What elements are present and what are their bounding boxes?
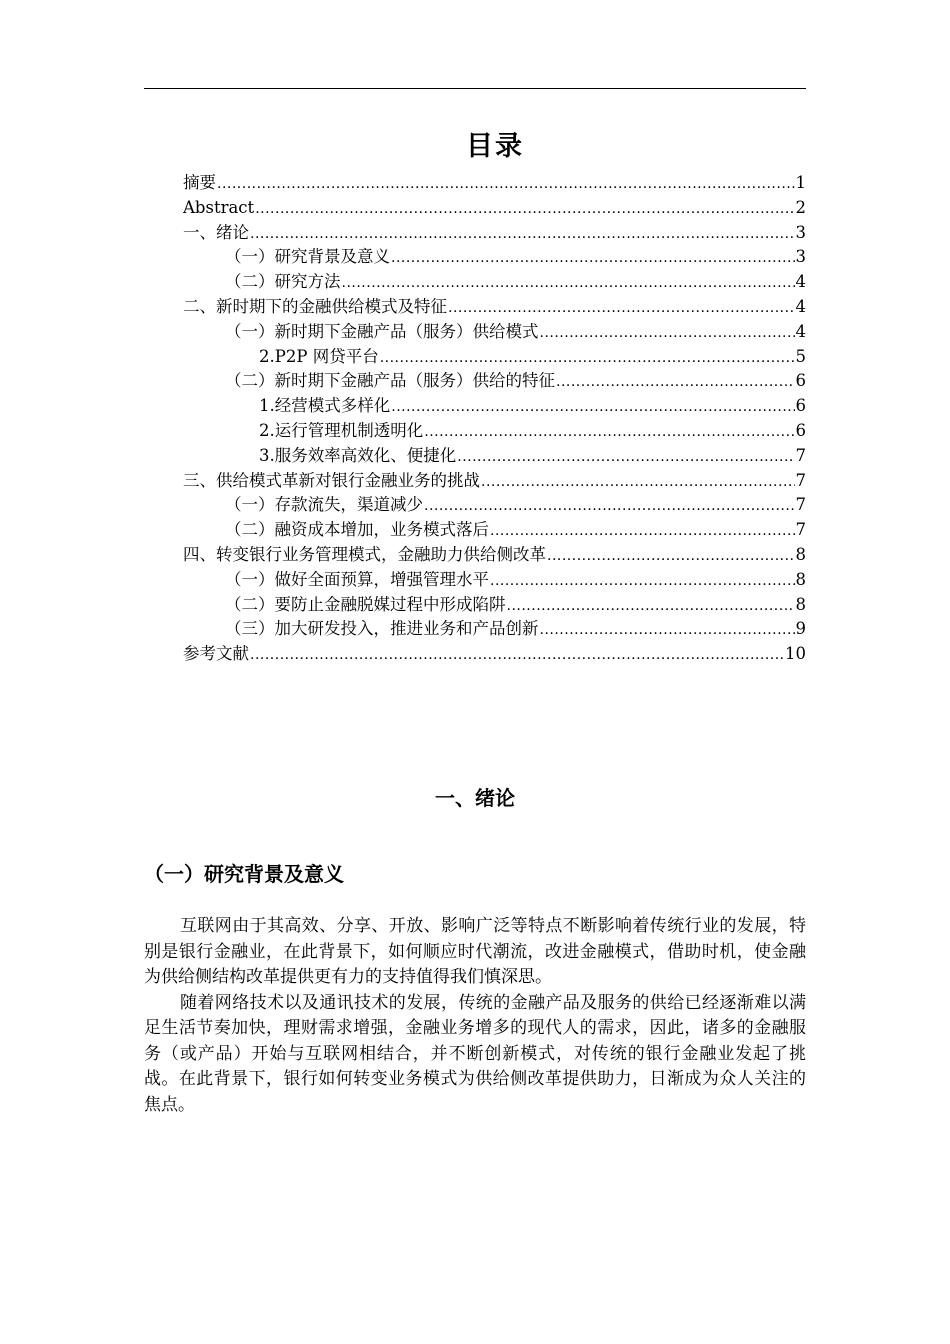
body-paragraph: 随着网络技术以及通讯技术的发展，传统的金融产品及服务的供给已经逐渐难以满足生活节奏加快，理财需求增强，金融业务增多的现代人的需求，因此，诸多的金融服务（或产品）开始与互联网相结合，并不断创新模式，对传统的银行金融业发起了挑战。在此背景下，银行如何转变业务模式为供给侧改革提供助力，日渐成为众人关注的焦点。 <box>144 992 806 1115</box>
toc-entry-page: 6 <box>795 371 806 391</box>
toc-entry[interactable] <box>183 295 806 320</box>
toc-entry-text: 2.P2P 网贷平台 <box>259 346 379 366</box>
toc-leader-dots <box>250 643 784 667</box>
table-of-contents <box>183 171 806 667</box>
chapter-body <box>144 914 806 1118</box>
toc-entry-text: 一、绪论 <box>183 222 249 242</box>
toc-leader-dots <box>391 395 794 419</box>
toc-title: 目录 <box>466 131 524 162</box>
toc-leader-dots <box>490 569 795 593</box>
toc-entry-text: 三、供给模式革新对银行金融业务的挑战 <box>183 470 480 490</box>
toc-entry-text: Abstract <box>183 197 255 217</box>
header-rule <box>144 88 806 89</box>
toc-entry-text: （二）要防止金融脱媒过程中形成陷阱 <box>225 594 506 614</box>
toc-entry[interactable] <box>183 345 806 370</box>
toc-entry-text: （三）加大研发投入，推进业务和产品创新 <box>225 619 539 639</box>
toc-entry[interactable] <box>183 543 806 568</box>
toc-entry[interactable] <box>183 444 806 469</box>
toc-entry-page: 7 <box>795 495 806 515</box>
toc-entry[interactable] <box>183 320 806 345</box>
toc-leader-dots <box>424 420 794 444</box>
toc-leader-dots <box>342 271 795 295</box>
toc-entry-text: （二）融资成本增加，业务模式落后 <box>225 520 489 540</box>
toc-entry-page: 3 <box>795 247 806 267</box>
toc-leader-dots <box>547 544 795 568</box>
toc-leader-dots <box>556 370 795 394</box>
toc-entry[interactable] <box>183 270 806 295</box>
toc-entry-text: （一）做好全面预算，增强管理水平 <box>225 569 489 589</box>
toc-entry[interactable] <box>183 593 806 618</box>
toc-leader-dots <box>448 296 795 320</box>
toc-entry-page: 6 <box>795 396 806 416</box>
toc-leader-dots <box>507 594 795 618</box>
toc-entry[interactable] <box>183 221 806 246</box>
toc-entry-page: 7 <box>795 470 806 490</box>
chapter-heading: 一、绪论 <box>435 786 515 810</box>
toc-entry-text: （二）研究方法 <box>225 272 341 292</box>
toc-entry-page: 8 <box>795 594 806 614</box>
section-heading: （一）研究背景及意义 <box>144 862 344 886</box>
toc-entry-page: 5 <box>795 346 806 366</box>
toc-entry-page: 4 <box>795 321 806 341</box>
toc-entry-text: 四、转变银行业务管理模式，金融助力供给侧改革 <box>183 544 546 564</box>
toc-entry-page: 8 <box>795 569 806 589</box>
toc-entry[interactable] <box>183 196 806 221</box>
toc-entry-page: 9 <box>795 619 806 639</box>
toc-leader-dots <box>540 321 795 345</box>
toc-entry-page: 1 <box>795 173 806 192</box>
toc-entry-page: 10 <box>785 644 806 664</box>
toc-entry-page: 3 <box>795 222 806 242</box>
toc-entry-text: 参考文献 <box>183 644 249 664</box>
toc-entry-text: 2.运行管理机制透明化 <box>259 420 424 440</box>
toc-leader-dots <box>424 494 795 518</box>
toc-entry[interactable] <box>183 469 806 494</box>
toc-entry-text: 3.服务效率高效化、便捷化 <box>259 445 457 465</box>
toc-entry-text: （一）研究背景及意义 <box>225 247 390 267</box>
toc-entry-text: 1.经营模式多样化 <box>259 396 391 416</box>
toc-entry[interactable] <box>183 617 806 642</box>
toc-entry[interactable] <box>183 419 806 444</box>
toc-entry[interactable] <box>183 568 806 593</box>
toc-leader-dots <box>457 445 794 469</box>
toc-entry-page: 7 <box>795 445 806 465</box>
toc-leader-dots <box>490 519 795 543</box>
toc-entry-text: （二）新时期下金融产品（服务）供给的特征 <box>225 371 555 391</box>
toc-leader-dots <box>250 222 795 246</box>
toc-leader-dots <box>540 618 795 642</box>
toc-entry[interactable] <box>183 493 806 518</box>
toc-entry-page: 6 <box>795 420 806 440</box>
toc-entry-text: （一）存款流失，渠道减少 <box>225 495 423 515</box>
toc-entry[interactable] <box>183 642 806 667</box>
toc-entry[interactable] <box>183 245 806 270</box>
body-paragraph: 互联网由于其高效、分享、开放、影响广泛等特点不断影响着传统行业的发展，特别是银行金融业，在此背景下，如何顺应时代潮流，改进金融模式，借助时机，使金融为供给侧结构改革提供更有力的支持值得我们慎深思。 <box>144 916 806 987</box>
toc-entry-page: 4 <box>795 272 806 292</box>
toc-leader-dots <box>481 470 795 494</box>
toc-leader-dots <box>391 246 795 270</box>
toc-entry-page: 2 <box>795 197 806 217</box>
toc-entry-text: （一）新时期下金融产品（服务）供给模式 <box>225 321 539 341</box>
toc-leader-dots <box>255 197 794 221</box>
toc-entry[interactable] <box>183 369 806 394</box>
toc-entry-text: 摘要 <box>183 173 216 192</box>
toc-entry[interactable] <box>183 394 806 419</box>
toc-entry-page: 7 <box>795 520 806 540</box>
toc-entry-page: 8 <box>795 544 806 564</box>
toc-leader-dots <box>217 172 795 196</box>
toc-leader-dots <box>380 346 795 370</box>
toc-entry[interactable] <box>183 171 806 196</box>
toc-entry-text: 二、新时期下的金融供给模式及特征 <box>183 296 447 316</box>
toc-entry[interactable] <box>183 518 806 543</box>
toc-entry-page: 4 <box>795 296 806 316</box>
